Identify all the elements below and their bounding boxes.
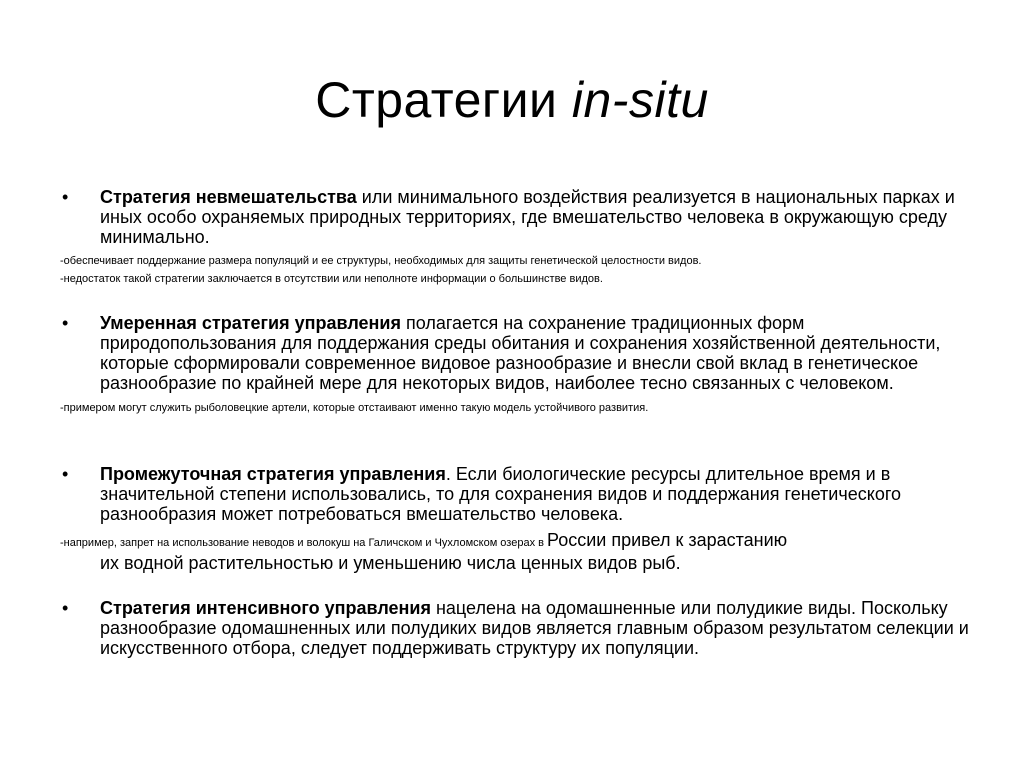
title-main: Стратегии <box>315 72 572 128</box>
bullet-item-1 <box>60 187 970 247</box>
bullet-heading: Стратегия интенсивного управления <box>100 598 431 618</box>
bullet-note-small: -например, запрет на использование неводов и волокуш на Галичском и Чухломском озерах в <box>60 537 548 549</box>
bullet-heading: Промежуточная стратегия управления <box>100 464 446 484</box>
bullet-note-large: России привел к зарастанию <box>547 530 788 550</box>
bullet-note: -недостаток такой стратегии заключается в отсутствии или неполноте информации о большинстве видов. <box>60 273 603 285</box>
bullet-item-2 <box>60 313 970 393</box>
bullet-text: полагается на сохранение традиционных форм природопользования для поддержания среды обитания и сохранения хозяйственной деятельности, которые сформировали современное видовое разнообразие и внесли свой вклад в генетическое разнообразие по крайней мере для некоторых видов, наиболее тесно связанных с человеком. <box>100 313 941 393</box>
bullet-block-1 <box>60 187 970 287</box>
bullet-text: нацелена на одомашненные или полудикие виды. Поскольку разнообразие одомашненных или полудиких видов является главным образом результатом селекции и искусственного отбора, следует поддерживать структуру их популяции. <box>100 598 969 658</box>
bullet-block-3 <box>60 464 970 573</box>
bullet-note <box>60 530 970 553</box>
bullet-marker: • <box>62 598 69 618</box>
bullet-block-2 <box>60 313 970 416</box>
bullet-note-continuation: их водной растительностью и уменьшению числа ценных видов рыб. <box>100 553 681 573</box>
bullet-item-4 <box>60 598 970 658</box>
bullet-marker: • <box>62 187 69 207</box>
bullet-marker: • <box>62 313 69 333</box>
bullet-text: . Если биологические ресурсы длительное время и в значительной степени использовались, то для сохранения видов и поддержания генетического разнообразия может потребоваться вмешательство человека. <box>100 464 902 524</box>
bullet-heading: Стратегия невмешательства <box>100 187 357 207</box>
bullet-marker: • <box>62 464 69 484</box>
bullet-note: -примером могут служить рыболовецкие артели, которые отстаивают именно такую модель устойчивого развития. <box>60 402 649 414</box>
slide-title <box>0 70 1024 130</box>
bullet-text: или минимального воздействия реализуется в национальных парках и иных особо охраняемых природных территориях, где вмешательство человека в окружающую среду минимально. <box>100 187 955 247</box>
title-italic: in-situ <box>571 72 709 128</box>
bullet-item-3 <box>60 464 970 524</box>
bullet-heading: Умеренная стратегия управления <box>100 313 401 333</box>
bullet-note: -обеспечивает поддержание размера популяций и ее структуры, необходимых для защиты генетической целостности видов. <box>60 255 702 267</box>
bullet-block-4 <box>60 598 970 658</box>
